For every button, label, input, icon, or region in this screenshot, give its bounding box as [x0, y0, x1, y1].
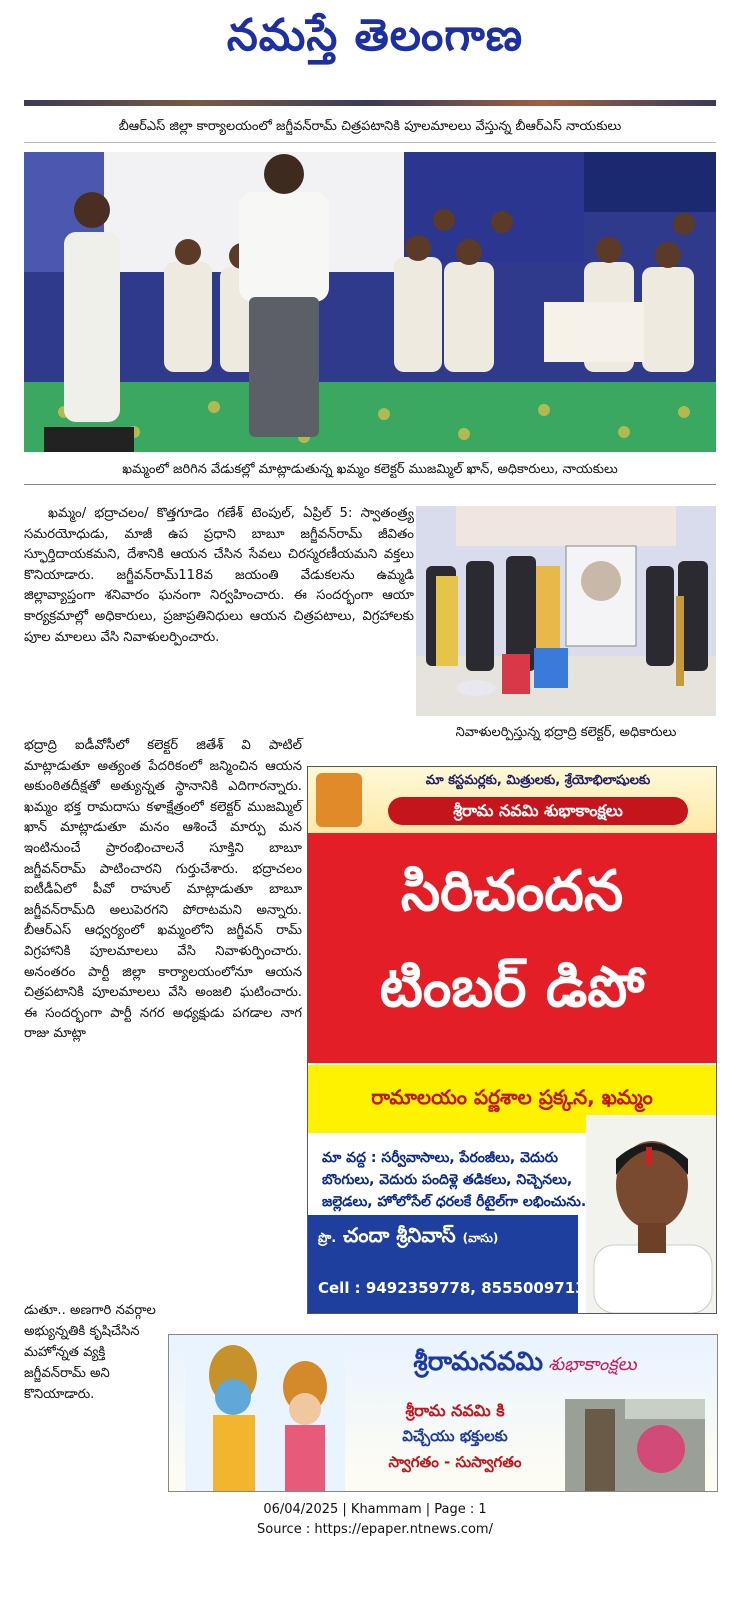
footer-source: Source : https://epaper.ntnews.com/	[257, 1522, 493, 1537]
owner-portrait	[586, 1115, 716, 1313]
footer-date-edition: 06/04/2025 | Khammam | Page : 1	[263, 1502, 487, 1517]
ad2-title: శ్రీరామనవమి	[413, 1347, 544, 1377]
temple-image	[565, 1399, 705, 1491]
ad2-sub1: శ్రీరామ నవమి కి	[405, 1401, 505, 1420]
newspaper-title: నమస్తే తెలంగాణ	[226, 10, 524, 61]
article-paragraph: డుతూ.. అణగారి నవర్గాల అభ్యున్నతికి కృషిచేసిన మహోన్నత వ్యక్తి జగ్జీవన్‌రామ్ అని కొనియాడారు.	[24, 1303, 156, 1402]
ad-address: రామాలయం పర్ణశాల ప్రక్కన, ఖమ్మం	[371, 1084, 653, 1109]
caption-top: బీఆర్ఎస్ జిల్లా కార్యాలయంలో జగ్జీవన్‌రామ్ చిత్రపటానికి పూలమాలలు వేస్తున్న బీఆర్ఎస్ నాయకులు	[24, 112, 716, 143]
ad2-sub2: విచ్చేయు భక్తులకు	[402, 1427, 508, 1445]
article-body-continued	[24, 736, 302, 1045]
main-event-photo	[24, 152, 716, 452]
page-footer	[0, 1500, 750, 1540]
ad-red-panel	[308, 833, 716, 1063]
ad-greeting: మా కస్టమర్లకు, మిత్రులకు, శ్రేయోభిలాషులకు	[425, 773, 651, 788]
top-photo-strip	[24, 100, 716, 106]
article-body-end	[24, 1300, 162, 1405]
timber-depot-advertisement	[307, 766, 717, 1314]
article-body	[24, 504, 414, 648]
rama-sita-image	[185, 1335, 345, 1491]
ad-brand-line1: సిరిచందన	[400, 859, 624, 924]
article-paragraph: ఖమ్మం/ భద్రాచలం/ కొత్తగూడెం గణేశ్ టెంపుల్, ఏప్రిల్ 5: స్వాతంత్ర్య సమరయోధుడు, మాజీ ఉప ప్రధాని బాబూ జగ్జీవన్‌రామ్ జీవితం స్ఫూర్తిదాయకమని, దేశానికి ఆయన చేసిన సేవలు చిరస్మరణీయమని వక్తలు కొనియాడారు. జగ్జీవన్‌రామ్118వ జయంతి వేడుకలను ఉమ్మడి జిల్లావ్యాప్తంగా శనివారం ఘనంగా నిర్వహించారు. ఈ సందర్భంగా ఆయా కార్యక్రమాల్లో అధికారులు, ప్రజాప్రతినిధులు ఆయన చిత్రపటాలు, విగ్రహాలకు పూల మాలలు వేసి నివాళులర్పించారు.	[24, 506, 414, 645]
ad-phone: Cell : 9492359778, 8555009713	[318, 1279, 586, 1297]
ad-header-band	[308, 767, 716, 833]
ad-product-list: మా వద్ద : సర్వీవాసాలు, పేరంజీలు, వెదురు బొంగులు, వెదురు పందిళ్లె తడికలు, నిచ్చెనలు, జల్లెడలు, హోలోసేల్ ధరలకే రీటైల్‌గా లభించును.	[322, 1150, 587, 1210]
article-paragraph: భద్రాద్రి ఐడీవోసీలో కలెక్టర్ జితేశ్ వి పాటిల్ మాట్లాడుతూ అత్యంత పేదరికంలో జన్మించిన ఆయన అకుంఠితదీక్షతో అత్యున్నత స్థానానికి ఎదిగారన్నారు. ఖమ్మం భక్త రామదాసు కళాక్షేత్రంలో కలెక్టర్ ముజమ్మిల్ ఖాన్ మాట్లాడుతూ మనం ఆశించే మార్పు మన ఇంటినుంచే ప్రారంభించాలనే సూక్తిని బాబూ జగ్జీవన్‌రామ్ పాటించారని గుర్తుచేశారు. భద్రాచలం ఐటీడీఏలో పీవో రాహుల్ మాట్లాడుతూ బాబూ జగ్జీవన్‌రామ్‌ది అలుపెరగని పోరాటమని అన్నారు. బీఆర్ఎస్ ఆధ్వర్యంలో ఖమ్మంలోని జగ్జీవన్ రామ్ విగ్రహానికి పూలమాలలు వేసి నివాళుర్పించారు. అనంతరం పార్టీ జిల్లా కార్యాలయంలోనూ ఆయన చిత్రపటానికి పూలమాలలు వేసి అంజలి ఘటించారు. ఈ సందర్భంగా పార్టీ నగర అధ్యక్షుడు పగడాల నాగ రాజు మాట్లా	[24, 738, 302, 1042]
ad-wish: శ్రీరామ నవమి శుభాకాంక్షలు	[388, 797, 688, 825]
caption-main-photo: ఖమ్మంలో జరిగిన వేడుకల్లో మాట్లాడుతున్న ఖమ్మం కలెక్టర్ ముజమ్మిల్ ఖాన్, అధికారులు, నాయకులు	[24, 456, 716, 485]
tribute-photo	[416, 506, 716, 716]
ad-brand-line2: టింబర్ డిపో	[379, 955, 645, 1020]
ad2-title-script: శుభాకాంక్షలు	[548, 1354, 637, 1375]
rama-navami-advertisement	[168, 1334, 718, 1492]
ad-owner-name: ప్రొ. చందా శ్రీనివాస్ (వాసు)	[318, 1223, 499, 1247]
deity-image	[316, 773, 362, 827]
ad2-title-row	[345, 1347, 705, 1383]
masthead	[0, 0, 750, 82]
caption-side-photo: నివాళులర్పిస్తున్న భద్రాద్రి కలెక్టర్, అధికారులు	[455, 725, 677, 740]
ad2-sub3: స్వాగతం - సుస్వాగతం	[388, 1453, 522, 1471]
